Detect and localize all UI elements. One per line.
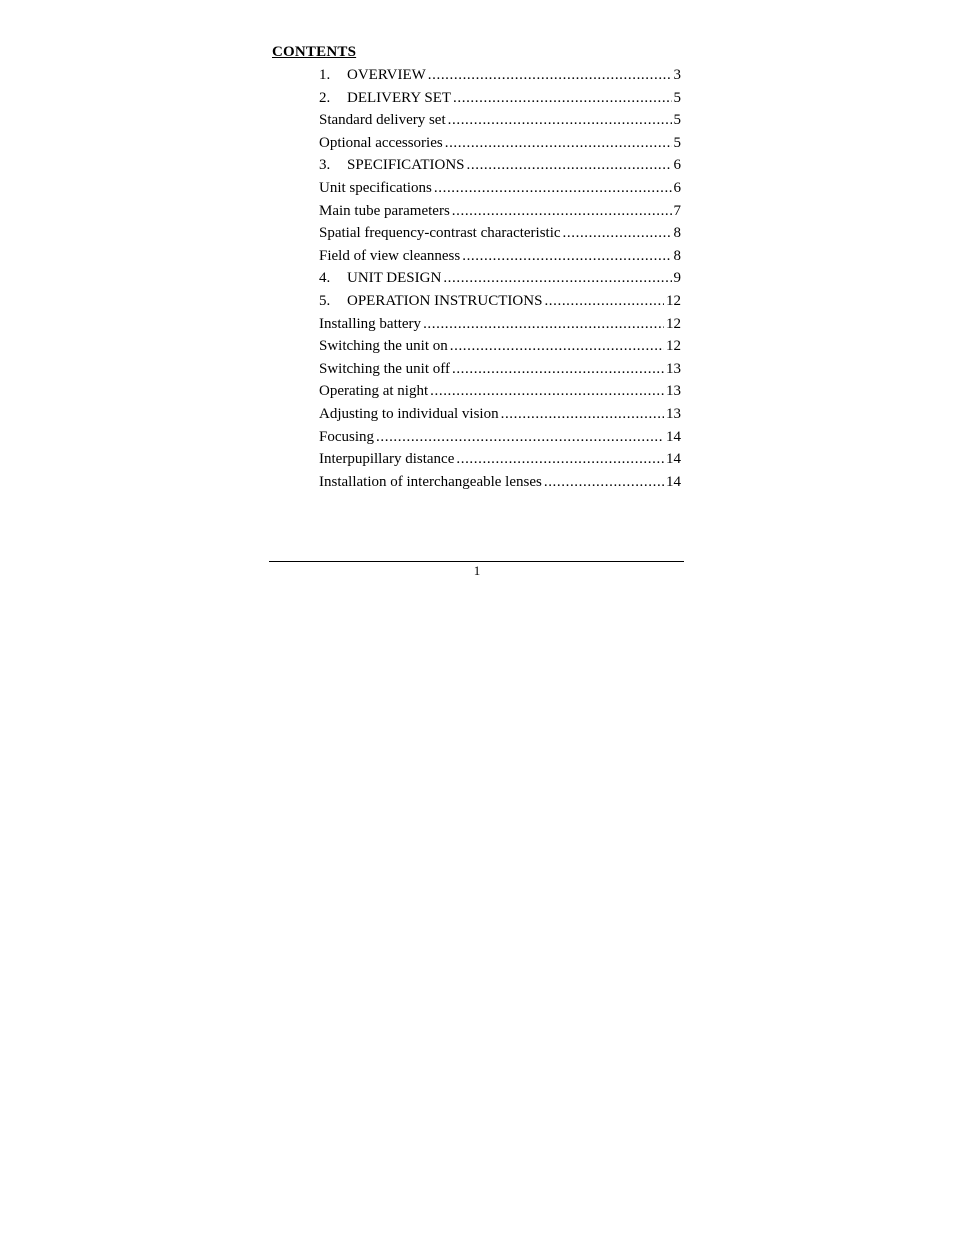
toc-entry-title: Main tube parameters bbox=[319, 202, 450, 219]
toc-entry-title: UNIT DESIGN bbox=[347, 270, 442, 287]
toc-entry[interactable] bbox=[319, 177, 681, 200]
toc-entry[interactable] bbox=[319, 245, 681, 268]
dot-leader bbox=[452, 200, 672, 223]
toc-entry[interactable] bbox=[319, 109, 681, 132]
toc-entry-title: Focusing bbox=[319, 428, 375, 445]
toc-entry-title: Switching the unit on bbox=[319, 338, 448, 355]
footer-divider bbox=[269, 561, 684, 562]
toc-entry[interactable] bbox=[319, 358, 681, 381]
toc-entry-page: 5 bbox=[673, 112, 681, 129]
toc-entry-title: SPECIFICATIONS bbox=[347, 157, 465, 174]
toc-entry-title: Switching the unit off bbox=[319, 360, 450, 377]
toc-entry[interactable] bbox=[319, 64, 681, 87]
dot-leader bbox=[430, 380, 664, 403]
toc-entry-page: 9 bbox=[673, 270, 681, 287]
dot-leader bbox=[445, 132, 672, 155]
toc-entry[interactable] bbox=[319, 132, 681, 155]
toc-entry[interactable] bbox=[319, 313, 681, 336]
toc-entry-title: Operating at night bbox=[319, 383, 429, 400]
toc-entry-title: OVERVIEW bbox=[347, 67, 426, 83]
toc-entry[interactable] bbox=[319, 426, 681, 449]
toc-entry-title: Adjusting to individual vision bbox=[319, 405, 499, 422]
dot-leader bbox=[467, 154, 672, 177]
dot-leader bbox=[544, 471, 664, 494]
dot-leader bbox=[544, 290, 664, 313]
toc-entry-title: Spatial frequency-contrast characteristic bbox=[319, 225, 561, 242]
dot-leader bbox=[376, 426, 664, 449]
dot-leader bbox=[428, 64, 672, 87]
dot-leader bbox=[423, 313, 664, 336]
dot-leader bbox=[450, 335, 664, 358]
toc-entry[interactable] bbox=[319, 335, 681, 358]
dot-leader bbox=[434, 177, 672, 200]
toc-entry[interactable] bbox=[319, 154, 681, 177]
toc-entry-title: Standard delivery set bbox=[319, 112, 446, 129]
toc-entry-page: 12 bbox=[666, 338, 681, 355]
toc-entry[interactable] bbox=[319, 448, 681, 471]
toc-entry-page: 13 bbox=[666, 383, 681, 400]
toc-entry-title: Unit specifications bbox=[319, 179, 432, 196]
toc-entry-page: 12 bbox=[666, 292, 681, 309]
toc-entry[interactable] bbox=[319, 200, 681, 223]
contents-heading: CONTENTS bbox=[272, 44, 357, 60]
toc-entry[interactable] bbox=[319, 222, 681, 245]
toc-entry-page: 7 bbox=[673, 202, 681, 219]
toc-entry-title: DELIVERY SET bbox=[347, 89, 452, 106]
toc-entry[interactable] bbox=[319, 403, 681, 426]
toc-entry-number: 2. bbox=[319, 89, 331, 106]
table-of-contents bbox=[319, 64, 681, 493]
dot-leader bbox=[448, 109, 672, 132]
toc-entry-page: 14 bbox=[666, 428, 681, 445]
dot-leader bbox=[443, 267, 671, 290]
toc-entry-title: Optional accessories bbox=[319, 134, 443, 151]
toc-entry-page: 14 bbox=[666, 473, 681, 490]
dot-leader bbox=[563, 222, 672, 245]
dot-leader bbox=[501, 403, 664, 426]
toc-entry-page: 13 bbox=[666, 360, 681, 377]
toc-entry-page: 3 bbox=[673, 67, 681, 83]
toc-entry-page: 14 bbox=[666, 451, 681, 468]
toc-entry-page: 12 bbox=[666, 315, 681, 332]
page-number: 1 bbox=[473, 563, 481, 578]
toc-entry[interactable] bbox=[319, 290, 681, 313]
toc-entry-number: 5. bbox=[319, 292, 331, 309]
toc-entry-number: 4. bbox=[319, 270, 331, 287]
toc-entry-title: Installation of interchangeable lenses bbox=[319, 473, 542, 490]
toc-entry-title: OPERATION INSTRUCTIONS bbox=[347, 292, 543, 309]
toc-entry-title: Field of view cleanness bbox=[319, 247, 461, 264]
toc-entry-number: 3. bbox=[319, 157, 331, 174]
dot-leader bbox=[453, 87, 671, 110]
toc-entry-page: 13 bbox=[666, 405, 681, 422]
toc-entry[interactable] bbox=[319, 380, 681, 403]
dot-leader bbox=[456, 448, 664, 471]
toc-entry-page: 8 bbox=[673, 225, 681, 242]
toc-entry[interactable] bbox=[319, 87, 681, 110]
toc-entry-page: 6 bbox=[673, 179, 681, 196]
toc-entry-number: 1. bbox=[319, 67, 331, 83]
toc-entry-page: 6 bbox=[673, 157, 681, 174]
toc-entry-page: 8 bbox=[673, 247, 681, 264]
toc-entry[interactable] bbox=[319, 267, 681, 290]
toc-entry-page: 5 bbox=[673, 89, 681, 106]
dot-leader bbox=[452, 358, 664, 381]
dot-leader bbox=[462, 245, 671, 268]
toc-entry-title: Interpupillary distance bbox=[319, 451, 455, 468]
toc-entry[interactable] bbox=[319, 471, 681, 494]
toc-entry-title: Installing battery bbox=[319, 315, 422, 332]
toc-entry-page: 5 bbox=[673, 134, 681, 151]
